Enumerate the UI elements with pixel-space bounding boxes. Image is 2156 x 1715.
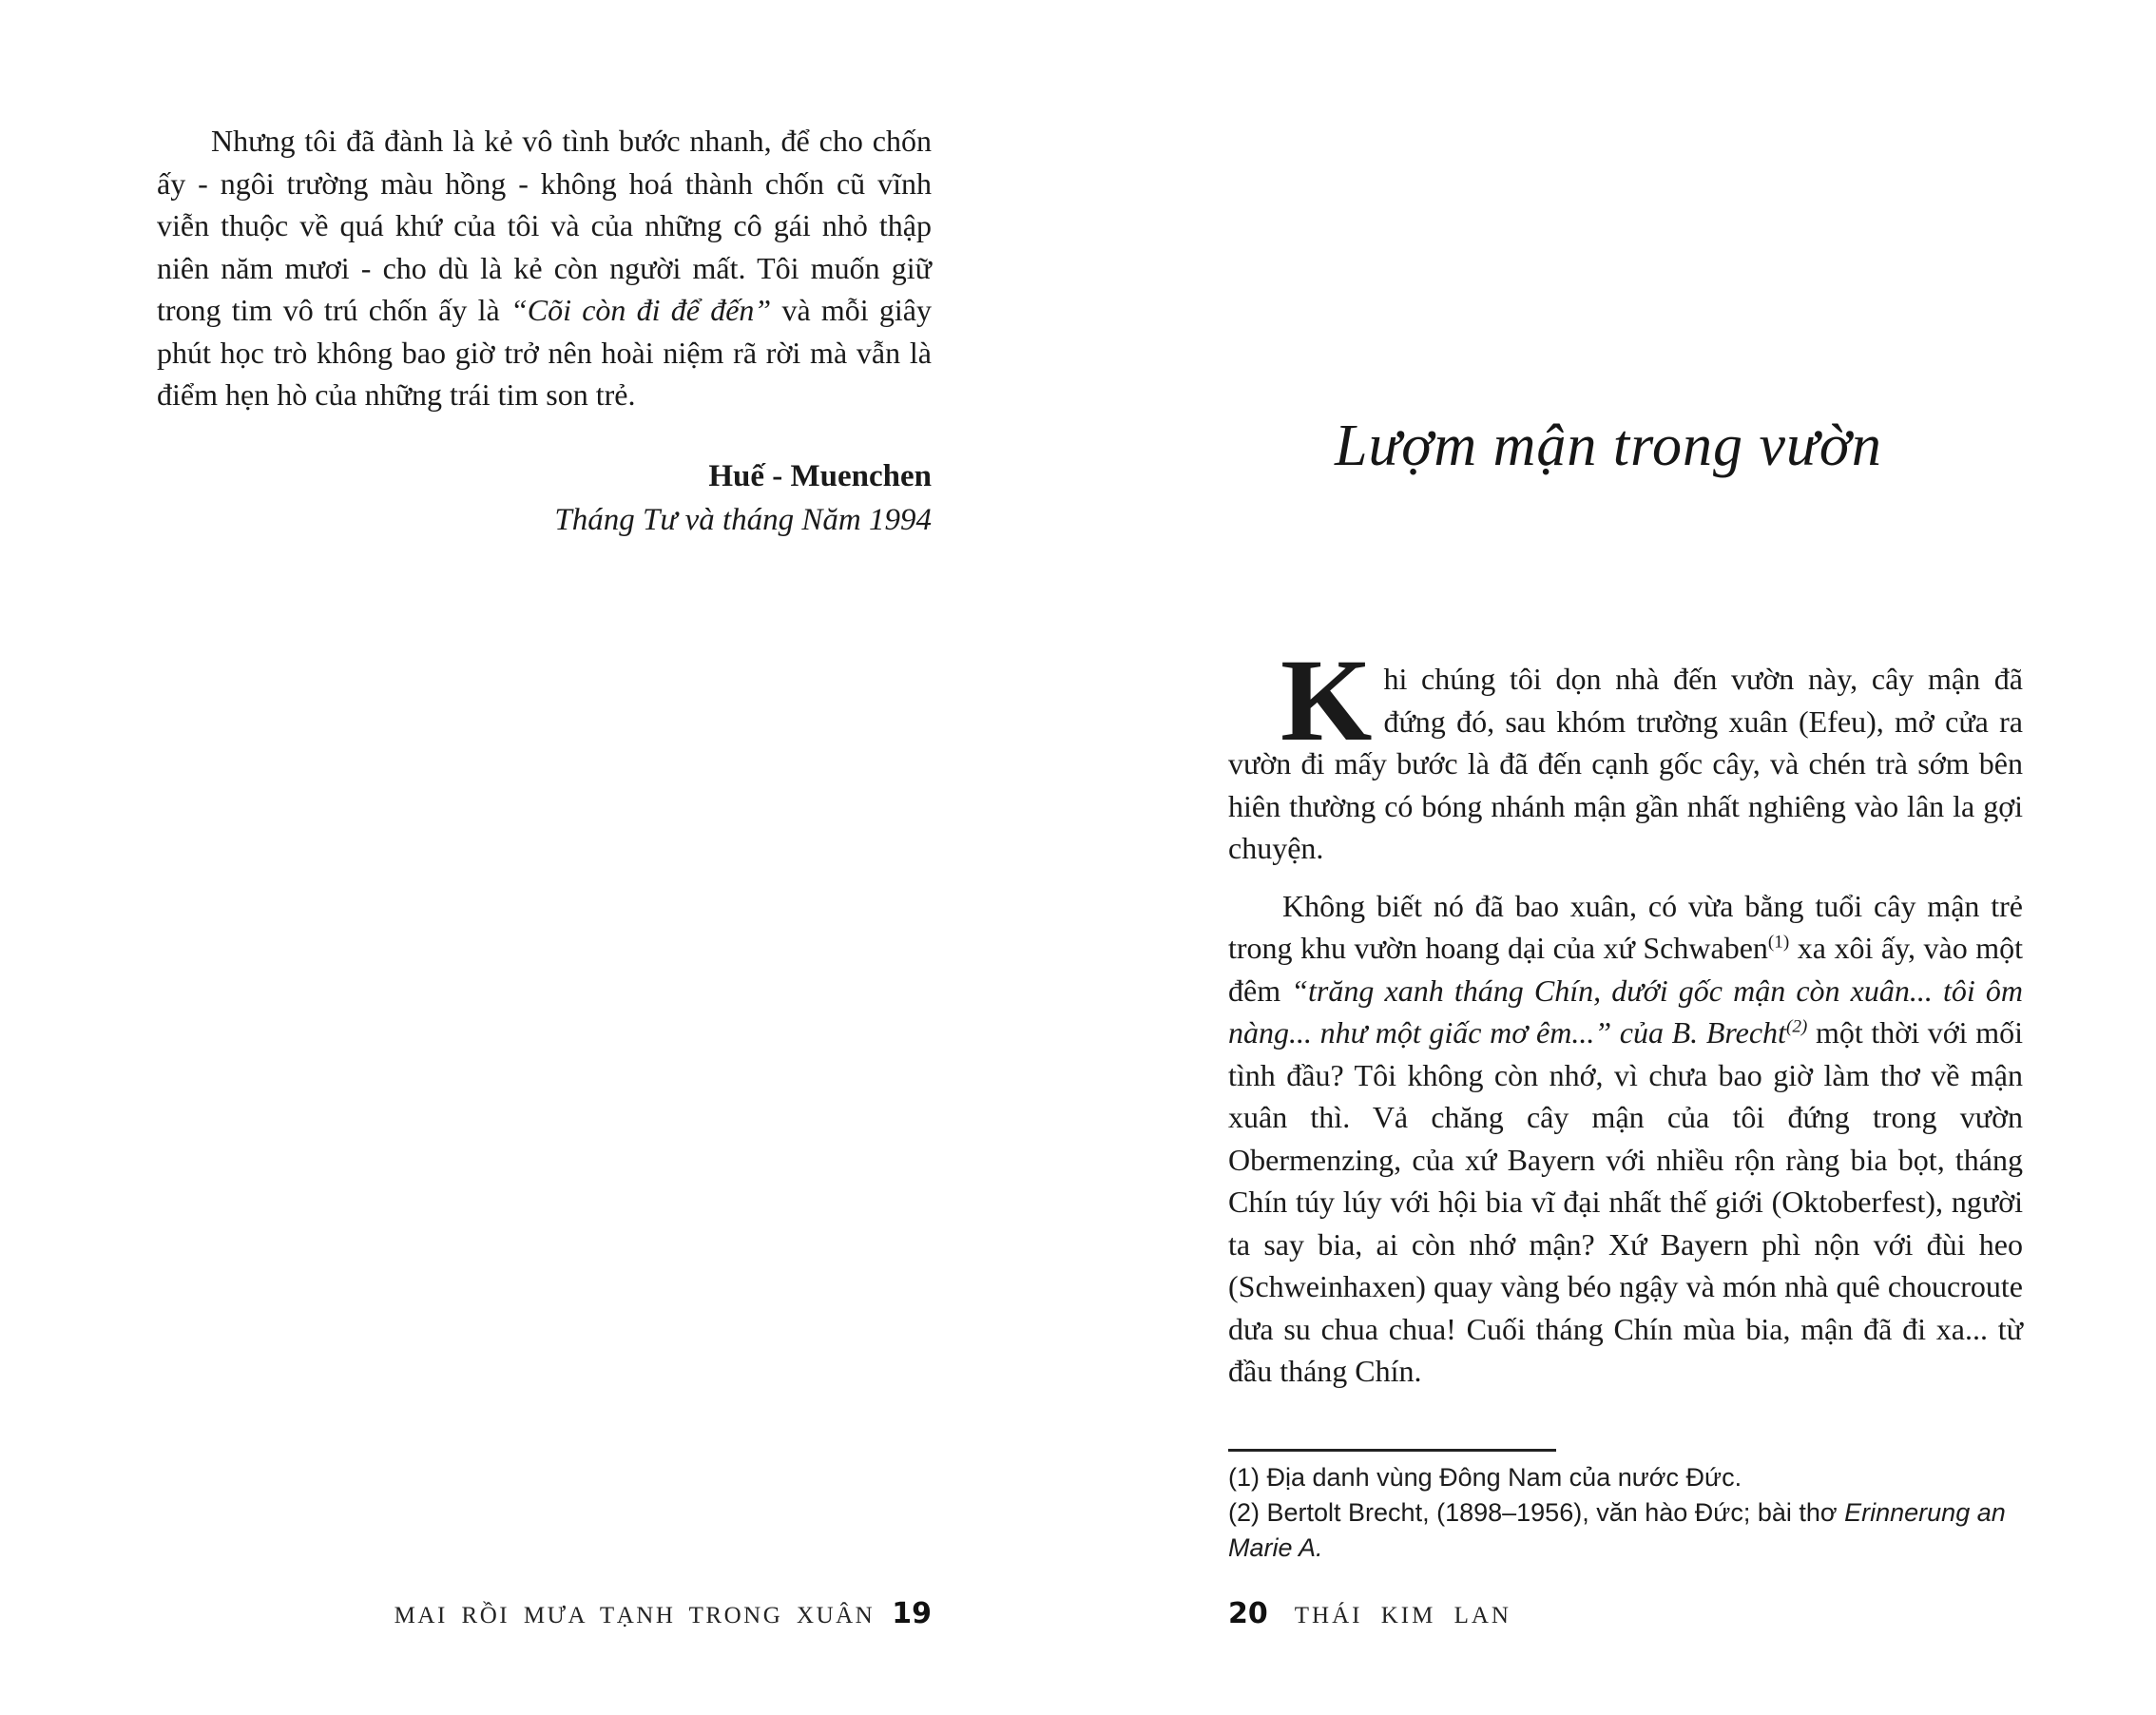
footnote-1: (1) Địa danh vùng Đông Nam của nước Đức.: [1228, 1463, 1742, 1492]
author-name: THÁI KIM LAN: [1294, 1603, 1511, 1628]
signature-block: [157, 454, 932, 542]
chapter-paragraph-2: Không biết nó đã bao xuân, có vừa bằng tuổi cây mận trẻ trong khu vườn hoang dại của xứ Schwaben$^{(1)}$ xa xôi ấy, vào một đêm “trăng xanh tháng Chín, dưới gốc mận còn xuân... tôi ôm nàng... như một giấc mơ êm...” của B. Brecht$^{(2)}$ một thời với mối tình đầu? Tôi không còn nhớ, vì chưa bao giờ làm thơ về mận xuân thì. Vả chăng cây mận của tôi đứng trong vườn Obermenzing, của xứ Bayern với nhiều rộn ràng bia bọt, tháng Chín túy lúy với hội bia vĩ đại nhất thế giới (Oktoberfest), người ta say bia, ai còn nhớ mận? Xứ Bayern phì nộn với đùi heo (Schweinhaxen) quay vàng béo ngậy và món nhà quê choucroute dưa su chua chua! Cuối tháng Chín mùa bia, mận đã đi xa... từ đầu tháng Chín.: [1228, 888, 2024, 1388]
chapter-body: [1228, 635, 2024, 1393]
signature-date: Tháng Tư và tháng Năm 1994: [554, 503, 932, 537]
body-paragraph: Nhưng tôi đã đành là kẻ vô tình bước nhanh, để cho chốn ấy - ngôi trường màu hồng - không hoá thành chốn cũ vĩnh viễn thuộc về quá khứ của tôi và của những cô gái nhỏ thập niên năm mươi - cho dù là kẻ còn người mất. Tôi muốn giữ trong tim vô trú chốn ấy là “Cõi còn đi để đến” và mỗi giây phút học trò không bao giờ trở nên hoài niệm rã rời mà vẫn là điểm hẹn hò của những trái tim son trẻ.: [157, 124, 933, 412]
running-footer-right: [1228, 1597, 1511, 1630]
footnote-rule: [1228, 1449, 1556, 1452]
chapter-title: Lượm mận trong vườn: [1335, 414, 1882, 478]
signature-place: Huế - Muenchen: [708, 459, 932, 493]
chapter-paragraph-1-text: hi chúng tôi dọn nhà đến vườn này, cây mận đã đứng đó, sau khóm trường xuân (Efeu), mở cửa ra vườn đi mấy bước là đã đến cạnh gốc cây, và chén trà sớm bên hiên thường có bóng nhánh mận gần nhất nghiêng vào lân la gợi chuyện.: [1228, 662, 2023, 865]
chapter-paragraph-1: [1228, 635, 2023, 870]
running-footer-left: [157, 1597, 932, 1630]
page-number-left: 19: [892, 1597, 932, 1630]
drop-cap: K: [1280, 635, 1373, 765]
book-title: MAI RỒI MƯA TẠNH TRONG XUÂN: [394, 1603, 876, 1628]
page-number-right: 20: [1228, 1597, 1268, 1630]
footnote-block: [1228, 1449, 2023, 1566]
footnote-2: (2) Bertolt Brecht, (1898–1956), văn hào Đức; bài thơ Erinnerung an Marie A.: [1228, 1498, 2006, 1562]
